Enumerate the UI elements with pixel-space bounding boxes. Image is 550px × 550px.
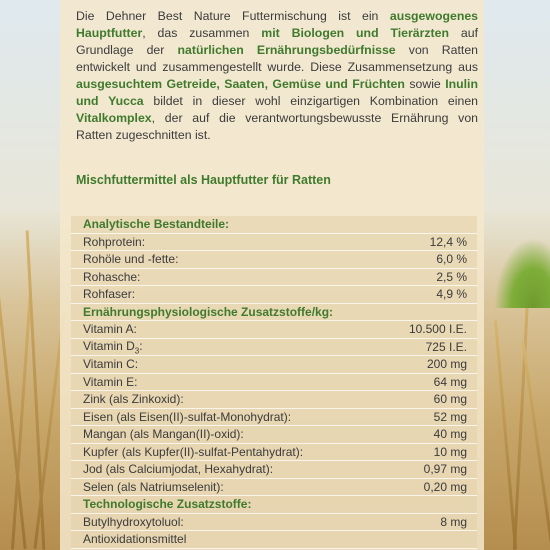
table-row: Jod (als Calciumjodat, Hexahydrat): 0,97 mg (71, 461, 477, 479)
table-row: Vitamin C: 200 mg (71, 356, 477, 374)
ingredients-table (71, 216, 477, 549)
intro-paragraph: Die Dehner Best Nature Futtermischung ist ein ausgewogenes Hauptfutter, das zusammen mit Biologen und Tierärzten auf Grundlage der natürlichen Ernährungsbedürfnisse von Ratten entwickelt und zusammengestellt wurde. Diese Zusammensetzung aus ausgesuchtem Getreide, Saaten, Gemüse und Früchten sowie Inulin und Yucca bildet in dieser wohl einzigartigen Kombination einen Vitalkomplex, der auf die verantwortungsbewusste Ernährung von Ratten zugeschnitten ist. (76, 9, 479, 142)
table-row: Zink (als Zinkoxid): 60 mg (71, 391, 477, 409)
product-subtitle: Mischfuttermittel als Hauptfutter für Ratten (76, 173, 331, 187)
table-row: Selen (als Natriumselenit): 0,20 mg (71, 479, 477, 497)
table-row: Rohöle und -fette: 6,0 % (71, 251, 477, 269)
table-row: Butylhydroxytoluol: 8 mg (71, 514, 477, 532)
table-row: Rohasche: 2,5 % (71, 269, 477, 287)
table-row: Rohfaser: 4,9 % (71, 286, 477, 304)
table-row: Antioxidationsmittel (71, 531, 477, 549)
table-row: Vitamin E: 64 mg (71, 374, 477, 392)
table-row: Vitamin A: 10.500 I.E. (71, 321, 477, 339)
section-header-nutritional: Ernährungsphysiologische Zusatzstoffe/kg: (71, 304, 477, 322)
section-header-analytic: Analytische Bestandteile: (71, 216, 477, 234)
wheat-field-left (0, 0, 60, 550)
table-row: Kupfer (als Kupfer(II)-sulfat-Pentahydrat): 10 mg (71, 444, 477, 462)
table-row: Vitamin $D_3$: 725 I.E. (71, 339, 477, 357)
section-header-technological: Technologische Zusatzstoffe: (71, 496, 477, 514)
green-hill (494, 238, 550, 308)
table-row: Mangan (als Mangan(II)-oxid): 40 mg (71, 426, 477, 444)
table-row: Eisen (als Eisen(II)-sulfat-Monohydrat): 52 mg (71, 409, 477, 427)
table-row: Rohprotein: 12,4 % (71, 234, 477, 252)
